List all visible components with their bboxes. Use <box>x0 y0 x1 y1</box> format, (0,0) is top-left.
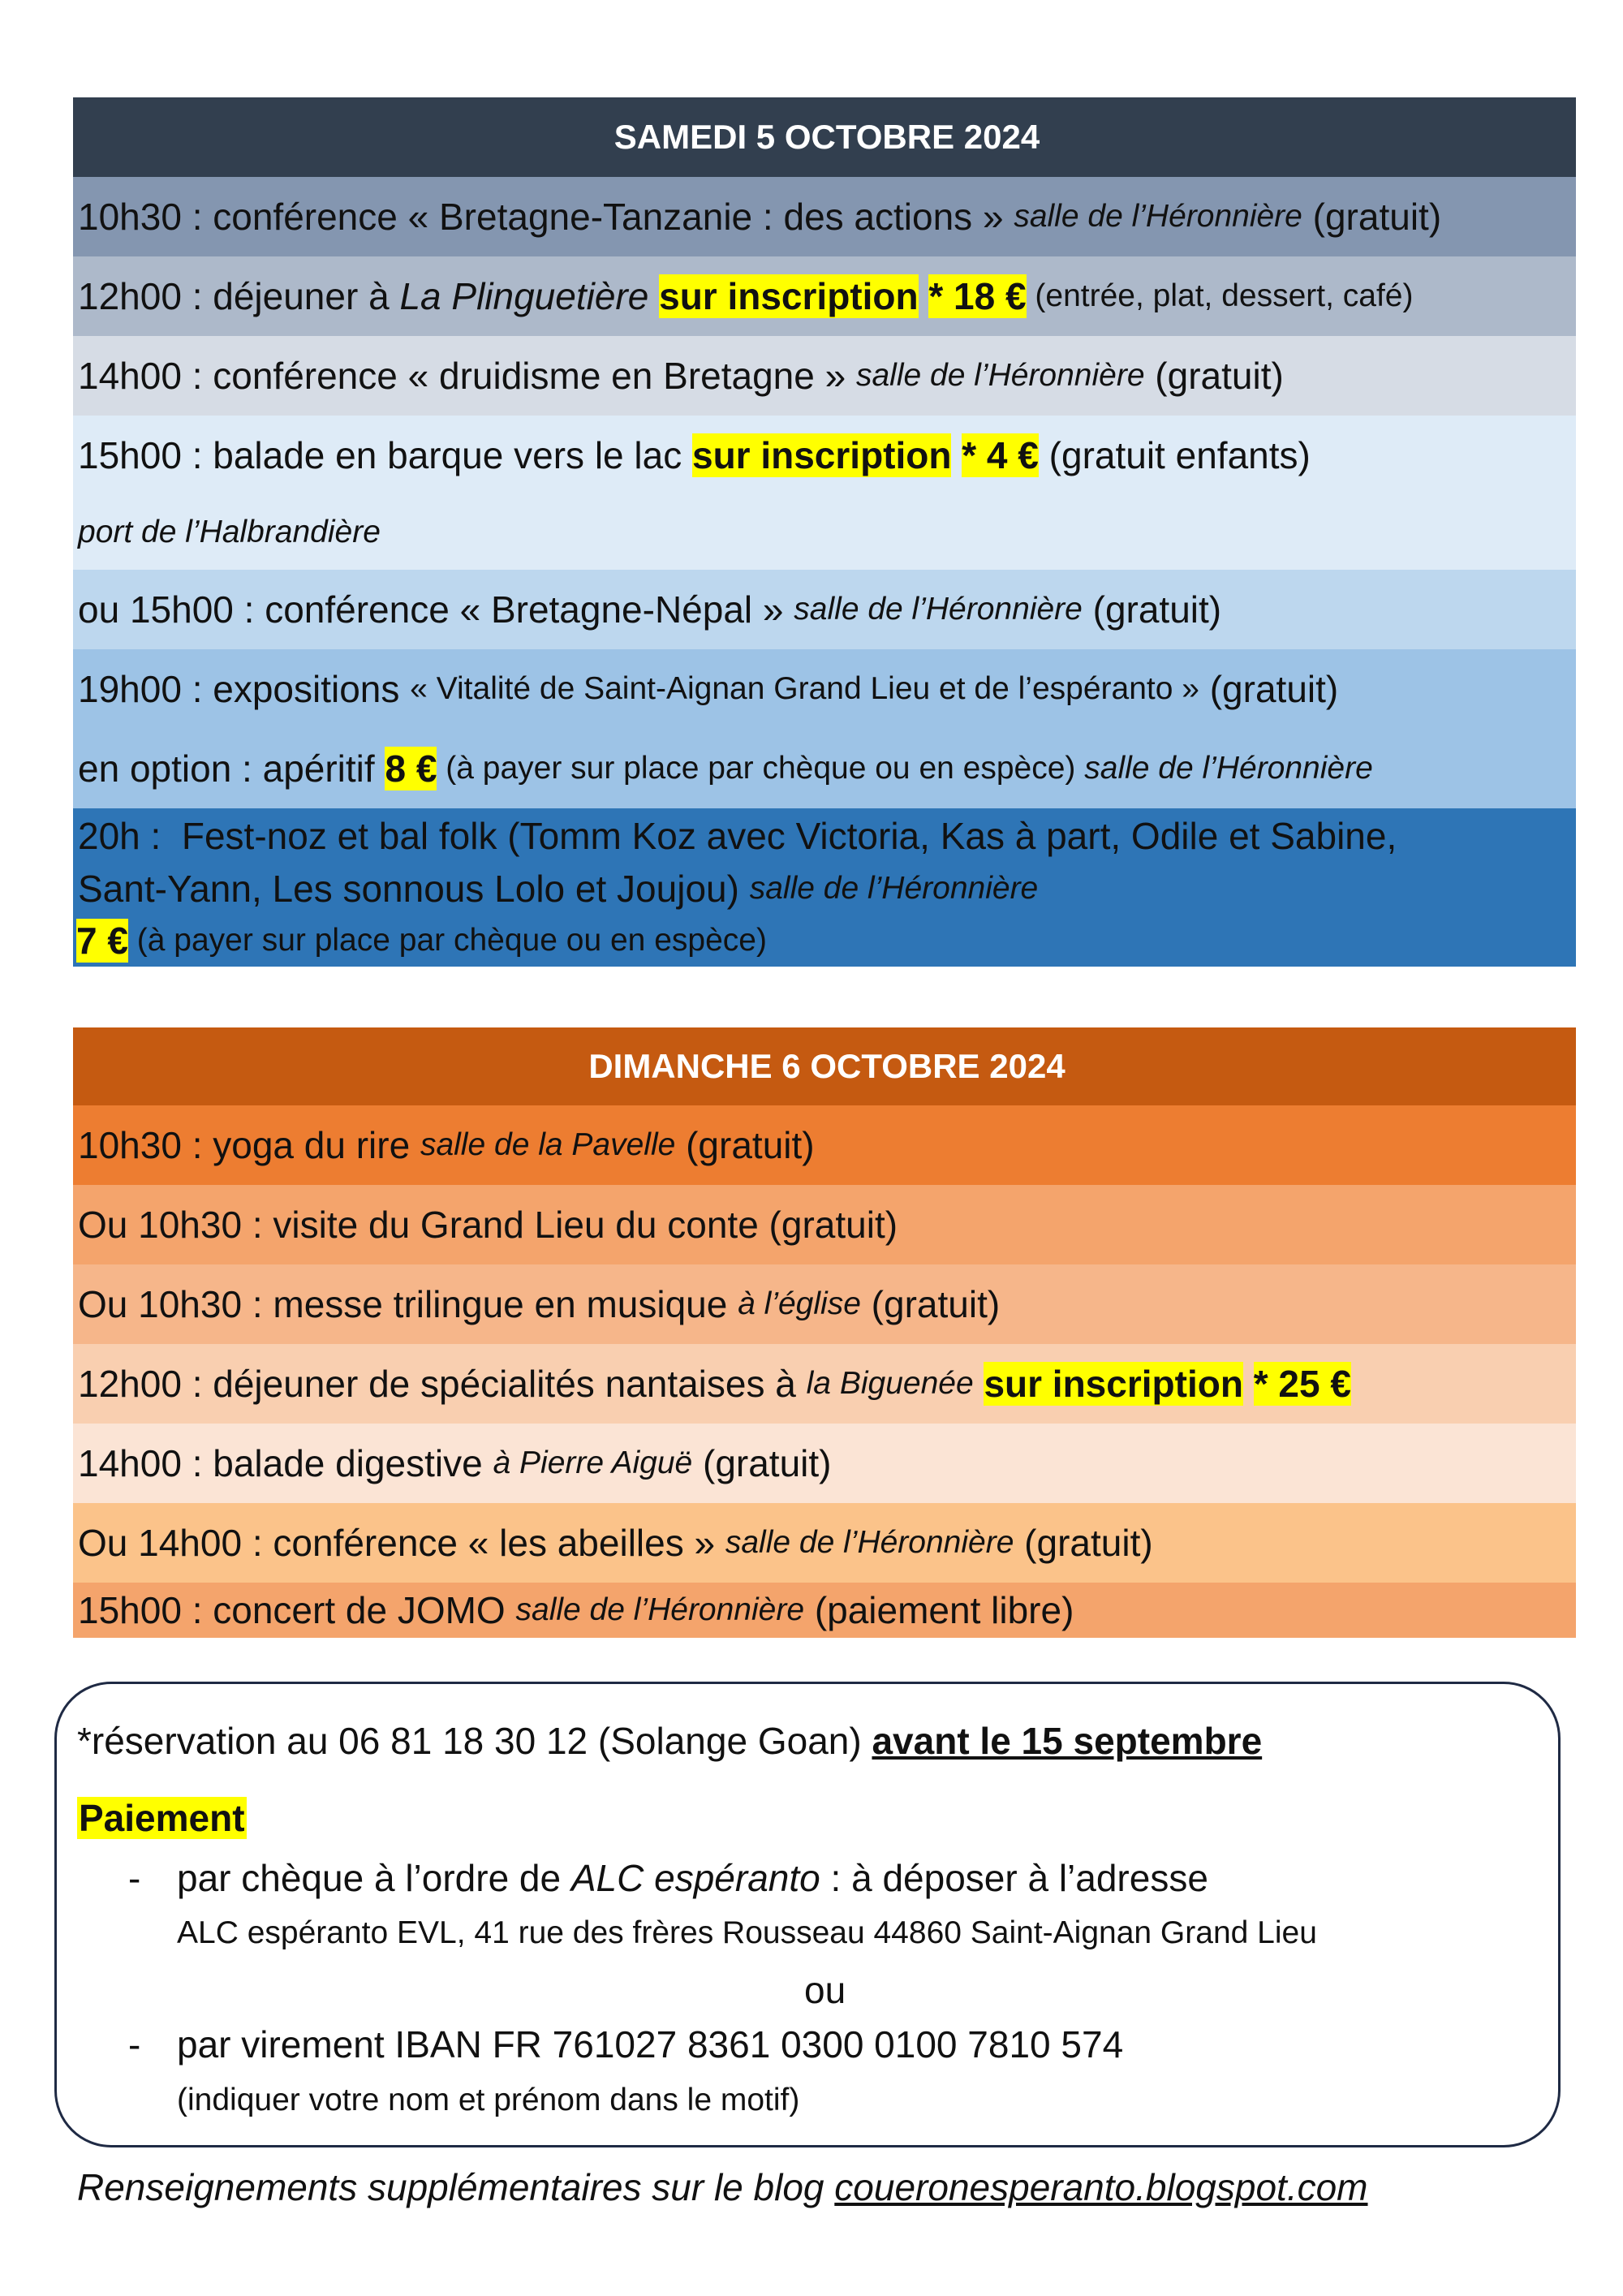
schedule-row: 15h00 : concert de JOMO salle de l’Héronnière (paiement libre) <box>73 1583 1576 1638</box>
sunday-header <box>73 1027 1576 1105</box>
schedule-row: 10h30 : conférence « Bretagne-Tanzanie : des actions » salle de l’Héronnière (gratuit) <box>73 177 1576 256</box>
schedule-row: 7 € (à payer sur place par chèque ou en espèce) <box>73 914 1576 967</box>
transfer-line: par virement IBAN FR 761027 8361 0300 0100 7810 574 <box>177 2023 1124 2066</box>
price-badge: * 25 € <box>1253 1363 1351 1405</box>
price-badge: 8 € <box>385 747 437 790</box>
schedule-row: 20h : Fest-noz et bal folk (Tomm Koz avec Victoria, Kas à part, Odile et Sabine, <box>73 808 1576 863</box>
schedule-row: Ou 10h30 : visite du Grand Lieu du conte (gratuit) <box>73 1185 1576 1264</box>
or-line: ou <box>804 1969 846 2011</box>
registration-badge: sur inscription <box>691 434 952 476</box>
sunday-schedule <box>73 1027 1576 1638</box>
saturday-title: SAMEDI 5 OCTOBRE 2024 <box>613 118 1040 156</box>
list-dash: - <box>128 2023 141 2066</box>
footer: Renseignements supplémentaires sur le blog coueronesperanto.blogspot.com <box>77 2166 1368 2208</box>
address-line: ALC espéranto EVL, 41 rue des frères Rousseau 44860 Saint-Aignan Grand Lieu <box>177 1915 1317 1950</box>
schedule-row: 14h00 : balade digestive à Pierre Aiguë (gratuit) <box>73 1424 1576 1503</box>
price-badge: 7 € <box>76 919 128 962</box>
payment-title: Paiement <box>79 1797 245 1839</box>
transfer-dash <box>128 2022 140 2066</box>
schedule-row: 14h00 : conférence « druidisme en Bretagne » salle de l’Héronnière (gratuit) <box>73 336 1576 416</box>
schedule-row: 12h00 : déjeuner de spécialités nantaises à la Biguenée sur inscription * 25 € <box>73 1344 1576 1424</box>
saturday-schedule <box>73 97 1576 967</box>
schedule-row: ou 15h00 : conférence « Bretagne-Népal » salle de l’Héronnière (gratuit) <box>73 570 1576 649</box>
schedule-row: port de l’Halbrandière <box>73 495 1576 570</box>
schedule-row: 12h00 : déjeuner à La Plinguetière sur inscription * 18 € (entrée, plat, dessert, café) <box>73 256 1576 336</box>
blog-link[interactable]: coueronesperanto.blogspot.com <box>834 2166 1368 2208</box>
price-badge: * 4 € <box>962 434 1039 476</box>
sunday-title: DIMANCHE 6 OCTOBRE 2024 <box>588 1047 1065 1085</box>
schedule-row: 10h30 : yoga du rire salle de la Pavelle (gratuit) <box>73 1105 1576 1185</box>
cheque-text: par chèque à l’ordre de ALC espéranto : à déposer à l’adresse <box>177 1857 1208 1899</box>
reservation-line: *réservation au 06 81 18 30 12 (Solange Goan) avant le 15 septembre <box>77 1720 1263 1762</box>
saturday-header <box>73 97 1576 177</box>
schedule-row: 19h00 : expositions « Vitalité de Saint-Aignan Grand Lieu et de l’espéranto » (gratuit) <box>73 649 1576 729</box>
registration-badge: sur inscription <box>984 1363 1243 1405</box>
deadline-text: avant le 15 septembre <box>872 1720 1263 1762</box>
transfer-note: (indiquer votre nom et prénom dans le motif) <box>177 2083 800 2117</box>
list-dash: - <box>128 1857 141 1899</box>
schedule-row: en option : apéritif 8 € (à payer sur place par chèque ou en espèce) salle de l’Héronnière <box>73 729 1576 808</box>
schedule-row: 15h00 : balade en barque vers le lac sur inscription * 4 € (gratuit enfants) <box>73 416 1576 495</box>
price-badge: * 18 € <box>928 275 1027 317</box>
schedule-row: Sant-Yann, Les sonnous Lolo et Joujou) salle de l’Héronnière <box>73 863 1576 914</box>
registration-badge: sur inscription <box>659 275 919 317</box>
schedule-row: Ou 14h00 : conférence « les abeilles » salle de l’Héronnière (gratuit) <box>73 1503 1576 1583</box>
cheque-line <box>128 1856 140 1900</box>
schedule-row: Ou 10h30 : messe trilingue en musique à l’église (gratuit) <box>73 1264 1576 1344</box>
